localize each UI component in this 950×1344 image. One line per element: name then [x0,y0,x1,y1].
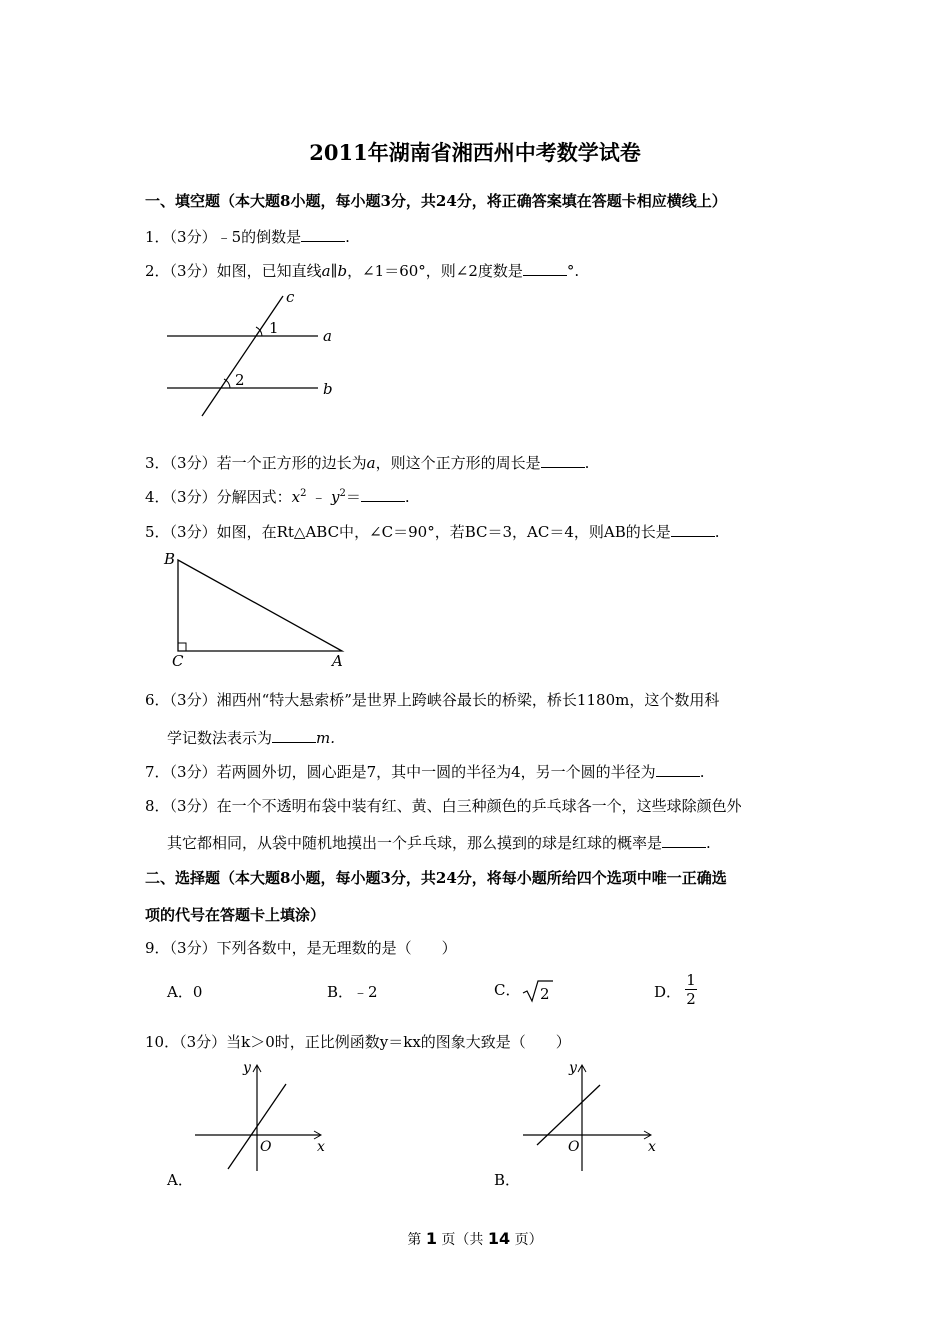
q8-text-line2: 其它都相同，从袋中随机地摸出一个乒乓球，那么摸到的球是红球的概率是 [167,834,663,852]
origin-label: O [568,1139,580,1155]
question-9 [145,937,457,958]
q5-text: 如图，在Rt△ABC中，∠C＝90°，若BC＝3，AC＝4，则AB的长是 [216,523,671,541]
triangle-abc [178,560,342,651]
q9-option-d-label: D． [654,983,682,1001]
q4-exp-x: 2 [300,488,307,499]
question-10 [145,1031,571,1052]
q10-option-b[interactable]: B． [494,1171,521,1189]
q3-end: . [584,454,590,472]
question-8-line1 [145,795,742,816]
q3-score: （3分） [169,454,217,472]
axis-label-x: x [648,1139,656,1155]
axis-label-y: y [243,1060,251,1076]
footer-pre: 第 [407,1232,426,1248]
origin-label: O [260,1139,272,1155]
q8-score: （3分） [169,797,217,815]
sqrt-sign-icon [520,978,554,1004]
q2-var-a: a [321,262,331,280]
footer-post: 页） [510,1232,543,1248]
q9-text: 下列各数中，是无理数的是（ ） [216,939,457,957]
q6-answer-blank [272,728,316,743]
right-angle-mark [178,643,186,651]
q9-option-c-label: C． [494,981,521,999]
vertex-c: C [172,652,184,670]
q8-answer-blank [662,833,706,848]
q1-text: ﹣5的倒数是 [216,228,302,246]
question-3 [145,452,589,473]
q2-number: 2． [145,262,170,280]
label-a: a [323,327,332,345]
q7-text: 若两圆外切，圆心距是7，其中一圆的半径为4，另一个圆的半径为 [216,763,656,781]
q10-graph-b [518,1056,668,1181]
page-title: 2011年湖南省湘西州中考数学试卷 [309,140,641,165]
q7-score: （3分） [169,763,217,781]
section2-heading-line1: 二、选择题（本大题8小题，每小题3分，共24分，将每小题所给四个选项中唯一正确选 [145,869,727,887]
question-4 [145,486,410,507]
footer-page-number: 1 [425,1229,437,1248]
q10-graph-a [190,1056,340,1181]
section1-heading: 一、填空题（本大题8小题，每小题3分，共24分，将正确答案填在答题卡相应横线上） [145,192,727,210]
q1-number: 1． [145,228,170,246]
question-1 [145,226,350,247]
angle-2-arc [224,379,230,388]
q2-answer-blank [523,261,567,276]
fraction-numerator: 1 [686,971,696,989]
question-8-line2 [167,832,711,853]
q9-option-d[interactable] [654,981,681,1002]
label-angle-1: 1 [269,319,279,337]
q4-var-y: y [331,488,340,506]
question-6-line1 [145,689,719,710]
label-c: c [286,288,295,306]
q10-score: （3分） [179,1033,227,1051]
q6-end: m. [316,729,336,747]
q7-number: 7． [145,763,170,781]
q5-score: （3分） [169,523,217,541]
q9-score: （3分） [169,939,217,957]
q2-figure [160,288,350,420]
q4-number: 4． [145,488,170,506]
q7-end: . [699,763,705,781]
label-b: b [323,380,333,398]
q6-text-line2: 学记数法表示为 [167,729,273,747]
q4-score: （3分） [169,488,217,506]
q2-end: °. [566,262,580,280]
q6-score: （3分） [169,691,217,709]
q8-number: 8． [145,797,170,815]
footer-total-pages: 14 [487,1229,511,1248]
q5-answer-blank [671,522,715,537]
q4-minus: ﹣ [306,488,331,506]
q8-text-line1: 在一个不透明布袋中装有红、黄、白三种颜色的乒乓球各一个，这些球除颜色外 [216,797,742,815]
label-angle-2: 2 [235,371,245,389]
q2-text-a: 如图，已知直线 [216,262,322,280]
q4-text: 分解因式： [216,488,292,506]
q2-score: （3分） [169,262,217,280]
q2-parallel: ∥ [330,262,338,280]
axis-label-y: y [569,1060,577,1076]
q5-number: 5． [145,523,170,541]
q4-exp-y: 2 [339,488,346,499]
q6-number: 6． [145,691,170,709]
q2-var-b: b [337,262,348,280]
fraction-denominator: 2 [686,990,696,1008]
question-2 [145,260,579,281]
q3-text-b: ，则这个正方形的周长是 [375,454,541,472]
q9-option-a[interactable]: A．0 [167,983,203,1001]
q3-var-a: a [366,454,376,472]
q7-answer-blank [656,762,700,777]
axis-label-x: x [317,1139,325,1155]
q4-var-x: x [291,488,301,506]
question-7 [145,761,704,782]
q10-option-a[interactable]: A． [167,1171,193,1189]
vertex-a: A [332,652,343,670]
q4-equals: ＝ [345,488,361,506]
q4-end: . [404,488,410,506]
function-line [537,1085,600,1145]
q1-score: （3分） [169,228,217,246]
q4-answer-blank [361,487,405,502]
page-footer [0,1229,950,1249]
q3-answer-blank [541,453,585,468]
q9-number: 9． [145,939,170,957]
q9-option-c[interactable] [494,978,554,1004]
q9-option-b[interactable]: B．﹣2 [327,983,378,1001]
question-6-line2 [167,727,335,748]
q1-answer-blank [301,227,345,242]
q5-triangle-figure [160,548,360,673]
q3-text-a: 若一个正方形的边长为 [216,454,367,472]
q3-number: 3． [145,454,170,472]
line-c [202,296,283,416]
q9-option-d-fraction [683,971,699,1008]
q6-text-line1: 湘西州“特大悬索桥”是世界上跨峡谷最长的桥梁，桥长1180m，这个数用科 [216,691,720,709]
question-5 [145,521,720,542]
q1-end: . [345,228,350,246]
vertex-b: B [164,550,176,568]
q10-number: 10． [145,1033,180,1051]
q5-end: . [714,523,720,541]
section2-heading-line2: 项的代号在答题卡上填涂） [145,906,326,924]
q10-text: 当k＞0时，正比例函数y＝kx的图象大致是（ ） [226,1033,571,1051]
q8-end: . [706,834,711,852]
q2-text-b: ，∠1＝60°，则∠2度数是 [347,262,523,280]
footer-mid: 页（共 [436,1232,488,1248]
q9-option-c-radicand: 2 [540,985,551,1003]
